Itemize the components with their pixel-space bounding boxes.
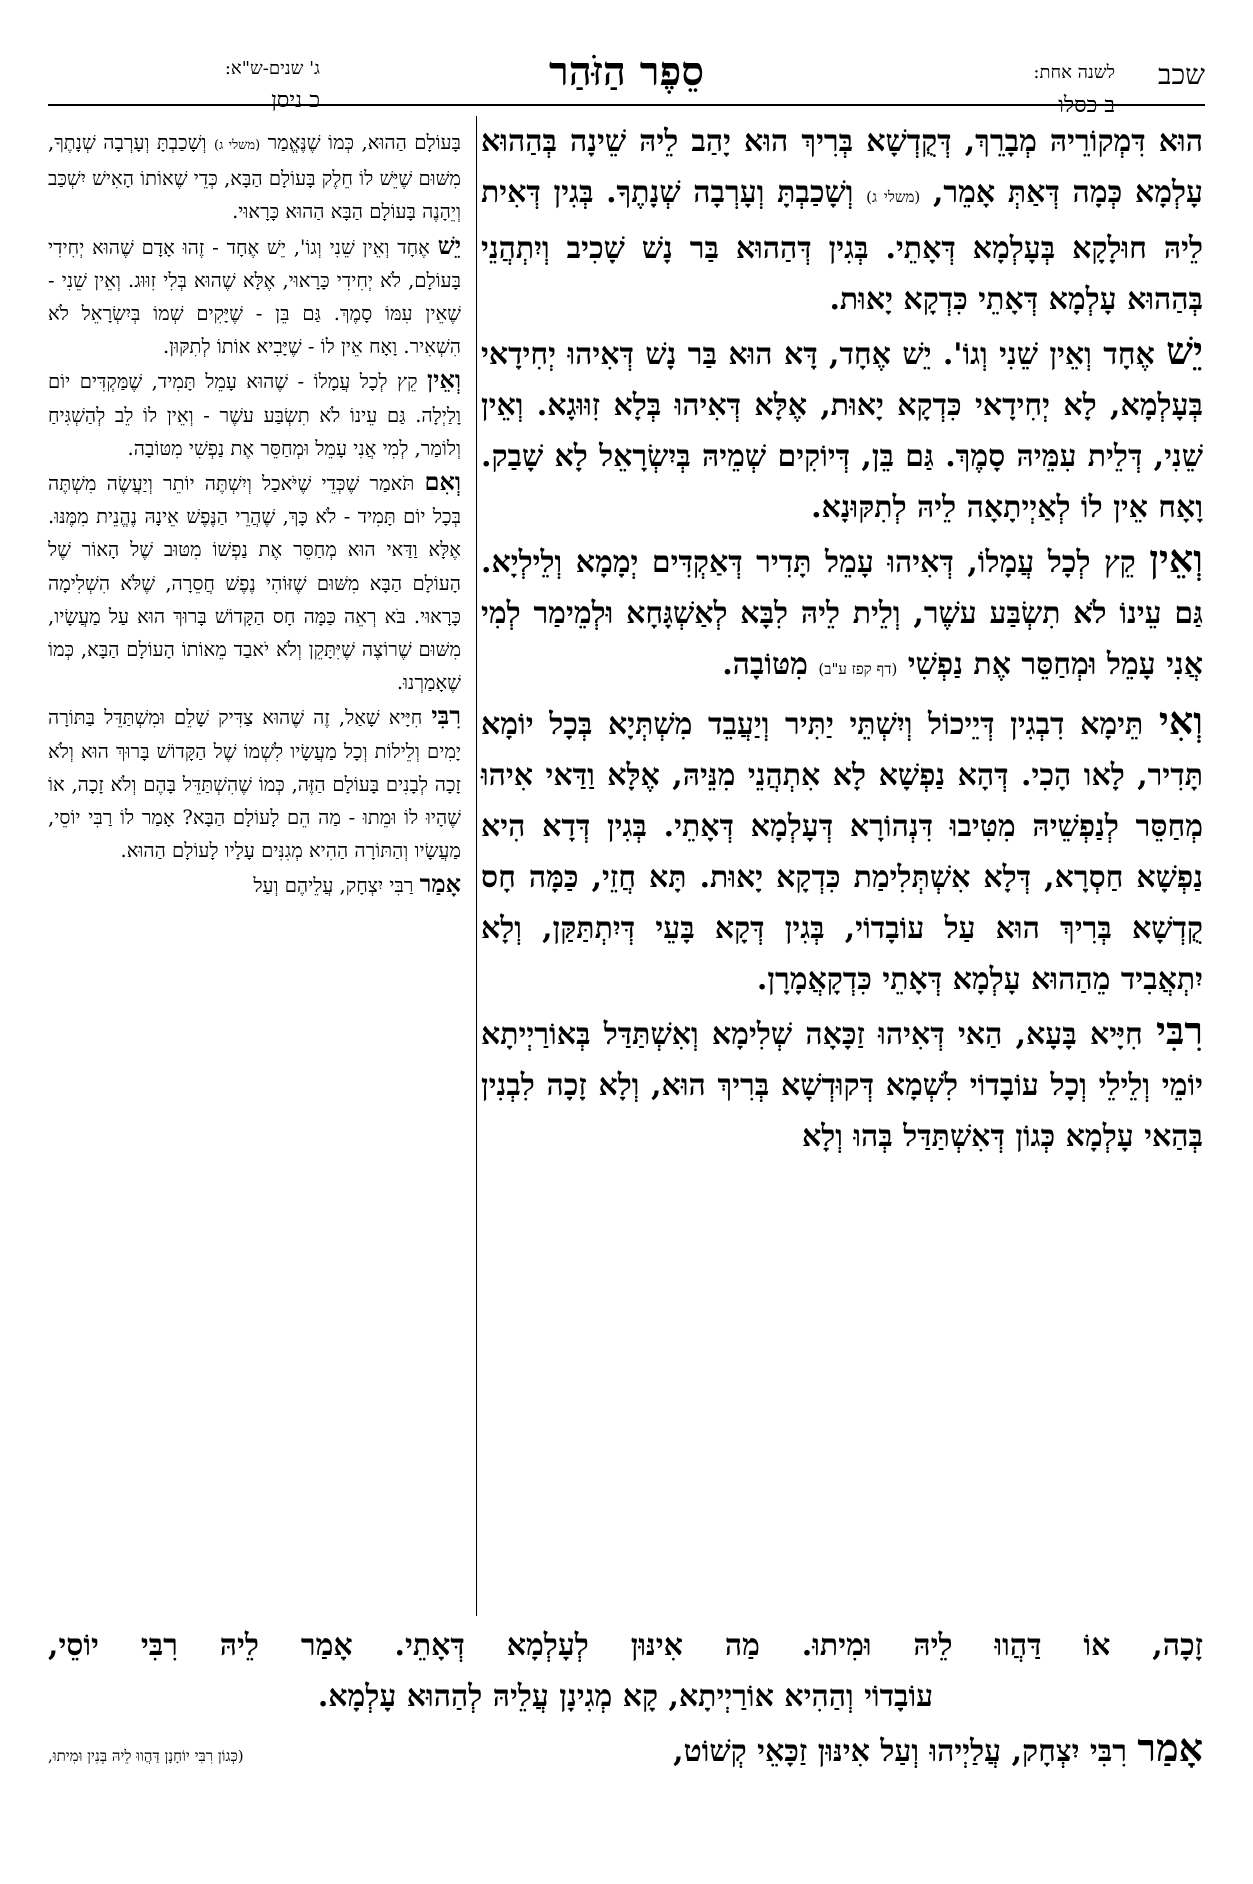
paragraph-opening-word: וְאִי bbox=[1158, 698, 1203, 743]
main-text: חִיָּיא בָּעָא, הַאי דְּאִיהוּ זַכָּאָה שְׁלִימָא וְאִשְׁתַּדַּל בְּאוֹרַיְיתָא יוֹמֵי וְלֵילֵי וְכָל עוֹבָדוֹי לִשְׁמָא דְּקוּדְשָׁא בְּרִיךְ הוּא, וְלָא זָכָה לִבְנִין בְּהַאי עָלְמָא כְּגוֹן דְּאִשְׁתַּדַּל בְּהוּ וְלָא bbox=[481, 1017, 1203, 1154]
main-text: קֵץ לְכָל עֲמָלוֹ, דְּאִיהוּ עָמֵל תָּדִיר דְּאַקְדִּים יְמָמָא וְלֵילְיָא. גַּם עֵינוֹ לֹא תִשְׂבַּע עשֶׁר, וְלֵית לֵיהּ לִבָּא לְאַשְׁגָּחָא וּלְמֵימַר לְמִי אֲנִי עָמֵל וּמְחַסֵּר אֶת נַפְשִׁי bbox=[481, 545, 1203, 682]
paragraph-opening-word: יֵשׁ bbox=[1166, 328, 1203, 373]
translation-text: אֶחָד וְאֵין שֵׁנִי וְגוֹ', יֵשׁ אֶחָד - זֶהוּ אָדָם שֶׁהוּא יְחִידִי בָּעוֹלָם, לֹא יְחִידִי כָּרָאוּי, אֶלָּא שֶׁהוּא בְּלִי זִוּוּג. וְאֵין שֵׁנִי - שֶׁאֵין עִמּוֹ סָמֶךְ. גַּם בֵּן - שֶׁיָּקִים שְׁמוֹ בְּיִשְׂרָאֵל לֹא הִשְׁאִיר. וָאָח אֵין לוֹ - שֶׁיָּבִיא אוֹתוֹ לְתִקּוּן. bbox=[48, 235, 461, 359]
main-paragraph bbox=[481, 1005, 1203, 1162]
page-reference: (דף קפז ע"ב) bbox=[818, 660, 898, 678]
translation-text: רַבִּי יִצְחָק, עֲלֵיהֶם וְעַל bbox=[253, 874, 414, 898]
paragraph-opening-word: אָמַר bbox=[1137, 1725, 1203, 1770]
column-divider bbox=[476, 116, 477, 1616]
header-date-three-years: כ ניסן bbox=[271, 88, 320, 113]
paragraph-opening-word: יֵשׁ bbox=[437, 230, 461, 260]
paragraph-opening-word: וְאֵין bbox=[427, 365, 461, 395]
translation-paragraph bbox=[48, 126, 461, 229]
translation-text: תֹּאמַר שֶׁכְּדֵי שֶׁיֹּאכַל וְיִשְׁתֶּה יוֹתֵר וְיַעֲשֶׂה מִשְׁתֶּה בְּכָל יוֹם תָּמִיד - לֹא כָּךְ, שֶׁהֲרֵי הַנֶּפֶשׁ אֵינָהּ נֶהֱנֵית מִמֶּנּוּ. אֶלָּא וַדַּאי הוּא מְחַסֵּר אֶת נַפְשׁוֹ מִטּוּב שֶׁל הָאוֹר שֶׁל הָעוֹלָם הַבָּא מִשּׁוּם שֶׁזּוֹהִי נֶפֶשׁ חֲסֵרָה, שֶׁלֹּא הִשְׁלִימָה כָּרָאוּי. בֹּא רְאֵה כַּמָּה חָס הַקָּדוֹשׁ בָּרוּךְ הוּא עַל מַעֲשָׂיו, מִשּׁוּם שֶׁרוֹצֶה שֶׁיִּתָּקֵן וְלֹא יֹאבַד מֵאוֹתוֹ הָעוֹלָם הַבָּא, כְּמוֹ שֶׁאָמַרְנוּ. bbox=[48, 472, 461, 695]
paragraph-opening-word: וְאִם bbox=[424, 467, 461, 497]
bottom-line: עוֹבָדוֹי וְהַהִיא אוֹרַיְיתָא, קָא מְגִינָן עֲלֵיהּ לְהַהוּא עָלְמָא. bbox=[317, 1679, 934, 1714]
translation-paragraph bbox=[48, 229, 461, 364]
header-rule bbox=[48, 104, 1205, 106]
translation-text: חִיָּיא שָׁאַל, זֶה שֶׁהוּא צַדִּיק שָׁלֵם וּמִשְׁתַּדֵּל בַּתּוֹרָה יָמִים וְלֵילוֹת וְכָל מַעֲשָׂיו לִשְׁמוֹ שֶׁל הַקָּדוֹשׁ בָּרוּךְ הוּא וְלֹא זָכָה לְבָנִים בָּעוֹלָם הַזֶּה, כְּמוֹ שֶׁהִשְׁתַּדֵּל בָּהֶם וְלֹא זָכָה, אוֹ שֶׁהָיוּ לוֹ וּמֵתוּ - מַה הֵם לָעוֹלָם הַבָּא? אָמַר לוֹ רַבִּי יוֹסֵי, מַעֲשָׂיו וְהַתּוֹרָה הַהִיא מְגִנִּים עָלָיו לָעוֹלָם הַהוּא. bbox=[48, 706, 461, 863]
translation-paragraph bbox=[48, 867, 461, 902]
bottom-full-width-text bbox=[48, 1620, 1203, 1782]
main-paragraph bbox=[481, 116, 1203, 325]
main-paragraph bbox=[481, 325, 1203, 533]
header-schedule-one-year: לשנה אחת: bbox=[1033, 62, 1115, 83]
translation-text: בָּעוֹלָם הַהוּא, כְּמוֹ שֶׁנֶּאֱמַר bbox=[267, 131, 461, 154]
bottom-line: זָכָה, אוֹ דַּהֲווּ לֵיהּ וּמִיתוּ. מַה אִינּוּן לְעָלְמָא דְּאָתֵי. אָמַר לֵיהּ רִבִּי יוֹסֵי, bbox=[48, 1628, 1203, 1663]
paragraph-opening-word: רִבִּי bbox=[1156, 1008, 1203, 1053]
page-number: שכב bbox=[1157, 58, 1205, 91]
paragraph-opening-word: רִבִּי bbox=[431, 701, 461, 731]
source-reference: (משלי ג) bbox=[866, 188, 921, 206]
main-text: וְשָׁכַבְתָּ וְעָרְבָה שְׁנָתֶךָ. בְּגִין דְּאִית לֵיהּ חוּלָקָא בְּעָלְמָא דְּאָתֵי. בְּגִין דְּהַהוּא בַּר נָשׁ שָׁכִיב וְיִתְהֲנֵי בְּהַהוּא עָלְמָא דְּאָתֵי כִּדְקָא יָאוּת. bbox=[481, 175, 1203, 317]
paragraph-opening-word: אָמַר bbox=[419, 869, 461, 899]
translation-paragraph bbox=[48, 465, 461, 699]
translation-text: וְשָׁכַבְתָּ וְעָרְבָה שְׁנָתֶךָ, מִשּׁוּם שֶׁיֵּשׁ לוֹ חֵלֶק בָּעוֹלָם הַבָּא, כְּדֵי שֶׁאוֹתוֹ הָאִישׁ יִשְׁכַּב וְיֵהָנֶה בָּעוֹלָם הַבָּא הַהוּא כָּרָאוּי. bbox=[48, 131, 461, 224]
main-paragraph bbox=[481, 695, 1203, 1005]
main-text: הוּא דִּמְקוֹרֵיהּ מְבָרֵךְ, דְּקֻדְשָׁא בְּרִיךְ הוּא יָהַב לֵיהּ שֵׁינָה בְּהַהוּא עָלְמָא כְּמָה דְּאַתְּ אָמֵר, bbox=[481, 124, 1203, 210]
translation-paragraph bbox=[48, 363, 461, 465]
translation-paragraph bbox=[48, 699, 461, 867]
source-reference: (משלי ג) bbox=[213, 138, 261, 153]
main-paragraph bbox=[481, 533, 1203, 695]
main-text: תֵּימָא דִבְגִין דְּיֵיכוֹל וְיִשְׁתֵּי יַתִּיר וְיַעֲבֵד מִשְׁתְּיָא בְּכָל יוֹמָא תָּדִיר, לָאו הָכִי. דְּהָא נַפְשָׁא לָא אִתְהֲנֵי מִנֵּיהּ, אֶלָּא וַדַּאי אִיהוּ מְחַסֵּר לְנַפְשֵׁיהּ מִטִּיבוּ דִּנְהוֹרָא דְּעָלְמָא דְּאָתֵי. בְּגִין דְּדָא הִיא נַפְשָׁא חַסְרָא, דְּלָא אִשְׁתְּלִימַת כִּדְקָא יָאוּת. תָּא חֲזֵי, כַּמָּה חָס קֻדְשָׁא בְּרִיךְ הוּא עַל עוֹבָדוֹי, בְּגִין דְּקָא בָּעֵי דְּיִתְתַּקַּן, וְלָא יִתְאֲבִיד מֵהַהוּא עָלְמָא דְּאָתֵי כִּדְקָאֲמָרָן. bbox=[481, 707, 1203, 997]
bottom-line bbox=[48, 1722, 1203, 1782]
main-column bbox=[481, 116, 1203, 1162]
header-date-one-year: ב כסלו bbox=[1058, 93, 1115, 118]
translation-text: קֵץ לְכָל עֲמָלוֹ - שֶׁהוּא עָמֵל תָּמִיד, שֶׁמַּקְדִּים יוֹם וָלַיְלָה. גַּם עֵינוֹ לֹא תִשְׂבַּע עשֶׁר - וְאֵין לוֹ לֵב לְהַשְׁגִּיחַ וְלוֹמַר, לְמִי אֲנִי עָמֵל וּמְחַסֵּר אֶת נַפְשִׁי מִטּוֹבָה. bbox=[48, 370, 461, 460]
page-title: סֵפֶר הַזֹּהַר bbox=[549, 48, 704, 95]
main-text: אֶחָד וְאֵין שֵׁנִי וְגוֹ'. יֵשׁ אֶחָד, דָּא הוּא בַּר נָשׁ דְּאִיהוּ יְחִידָאי בְּעָלְמָא, לָא יְחִידָאי כִּדְקָא יָאוּת, אֶלָּא דְּאִיהוּ בְּלָא זִוּוּגָא. וְאֵין שֵׁנִי, דְּלֵית עִמֵּיהּ סָמֶךְ. גַּם בֵּן, דְּיוֹקִים שְׁמֵיהּ בְּיִשְׂרָאֵל לָא שָׁבַק. וָאָח אֵין לוֹ לְאַיְיתָאָה לֵיהּ לְתִקּוּנָא. bbox=[481, 337, 1203, 525]
main-text: רִבִּי יִצְחָק, עֲלַיְיהוּ וְעַל אִינּוּן זַכָּאֵי קְשׁוֹט, bbox=[673, 1734, 1127, 1769]
translation-column bbox=[48, 126, 461, 903]
paragraph-opening-word: וְאֵין bbox=[1149, 536, 1203, 581]
footnote-reference: (כְּגוֹן רִבִּי יוֹחָנָן דַּהֲווּ לֵיהּ בְּנִין וּמִיתוּ, bbox=[48, 1747, 244, 1765]
header-schedule-three-years: ג' שנים-ש"א: bbox=[224, 58, 320, 79]
main-text: מִטּוֹבָה. bbox=[722, 647, 808, 682]
